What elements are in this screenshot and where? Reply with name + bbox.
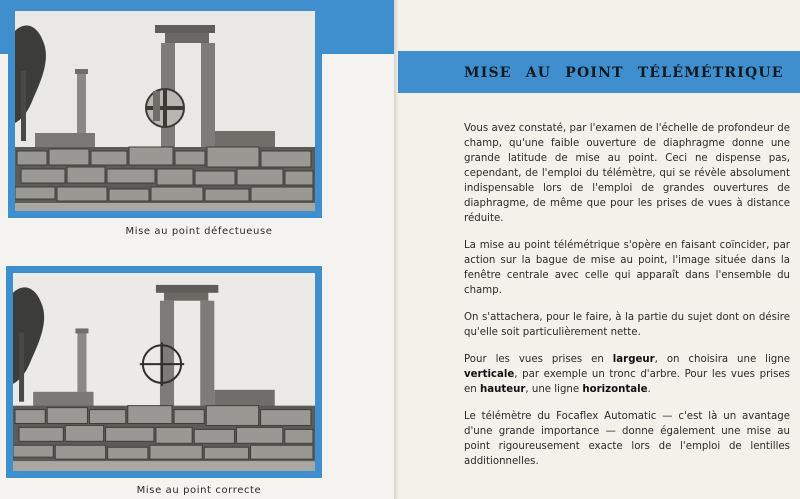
- right-page: [398, 0, 800, 499]
- photo-frame-correct: [6, 266, 322, 478]
- paragraph-4: [464, 352, 790, 397]
- bold-term-hauteur: hauteur: [479, 384, 526, 395]
- text-segment: Pour les vues prises en: [464, 354, 613, 365]
- paragraph-1: Vous avez constaté, par l'examen de l'échelle de profondeur de champ, qu'une faible ouverture de diaphragme donne une grande latitude de mise au point. Ceci ne dispense pas, cependant, de l'emploi du télémètre, qui se révèle absolument indispensable lors de l'emploi de grandes ouvertures de diaphragme, de même que pour les prises de vues à distance réduite.: [464, 123, 790, 224]
- left-page: [0, 0, 398, 499]
- bold-term-verticale: verticale: [464, 369, 515, 380]
- text-segment: , par exemple un tronc d'arbre. Pour les vues prises en: [464, 369, 790, 395]
- photo-correct-focus: [13, 273, 315, 471]
- photo-frame-defective: [8, 4, 322, 218]
- photo-defective-focus: [15, 11, 315, 211]
- title-band: [398, 51, 800, 93]
- temple-ruins-image: [15, 11, 315, 211]
- temple-ruins-image: [13, 273, 315, 471]
- text-segment: , on choisira une ligne: [654, 354, 790, 365]
- paragraph-3: On s'attachera, pour le faire, à la partie du sujet dont on désire qu'elle soit particulièrement nette.: [464, 312, 790, 338]
- paragraph-5: Le télémètre du Focaflex Automatic — c'est là un avantage d'une grande importance — donne également une mise au point rigoureusement exacte lors de l'emploi de lentilles additionnelles.: [464, 411, 790, 467]
- body-text: [464, 121, 790, 481]
- caption-correct: Mise au point correcte: [136, 485, 262, 496]
- caption-defective: Mise au point défectueuse: [125, 226, 273, 237]
- text-segment: , une ligne: [525, 384, 583, 395]
- paragraph-2: La mise au point télémétrique s'opère en faisant coïncider, par action sur la bague de mise au point, l'image située dans la fenêtre centrale avec celle qui apparaît dans l'ensemble du champ.: [464, 240, 790, 296]
- bold-term-horizontale: horizontale: [582, 384, 648, 395]
- text-segment: .: [647, 384, 651, 395]
- page-title: MISE AU POINT TÉLÉMÉTRIQUE: [464, 65, 784, 81]
- bold-term-largeur: largeur: [612, 354, 655, 365]
